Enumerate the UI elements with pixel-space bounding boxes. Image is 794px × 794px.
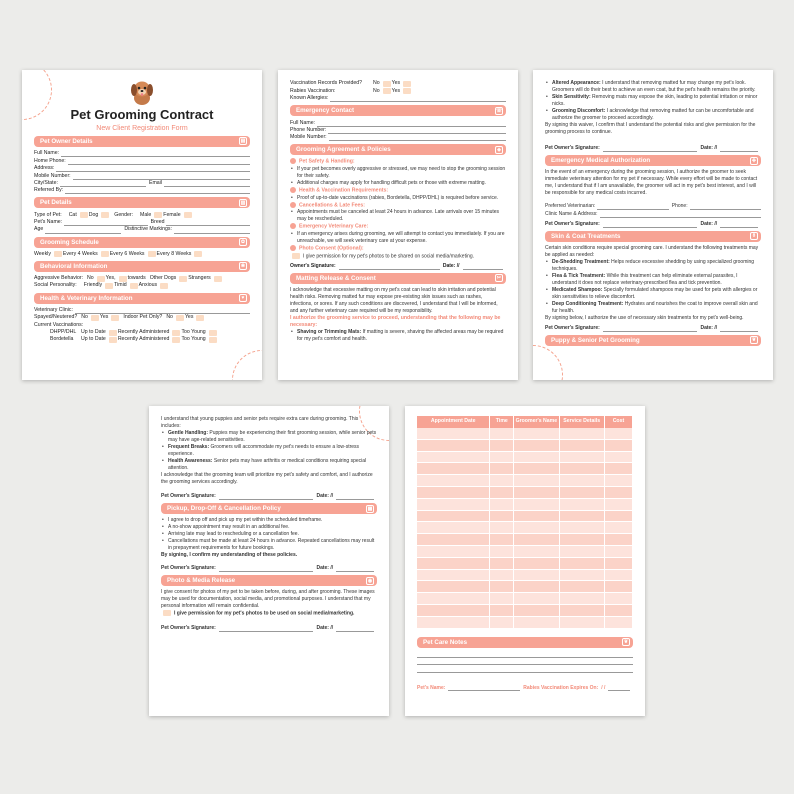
table-row xyxy=(417,511,633,523)
policy-item: • Appointments must be canceled at least 24 hours in advance. Late arrivals over 15 minutes may be rescheduled. xyxy=(290,209,506,223)
skin-intro-text: Certain skin conditions require special grooming care. I understand the following treatments may be applied as needed: xyxy=(545,244,759,258)
matting-item: • Grooming Discomfort: I acknowledge that removing matted fur can be uncomfortable and authorize the groomer to proceed accordingly. xyxy=(545,108,761,122)
schedule-options-row: Weekly Every 4 Weeks Every 6 Weeks Every 8 Weeks xyxy=(34,251,250,258)
photo-permission-row: I give permission for my pet's photos to be used on social media/marketing. xyxy=(161,610,377,617)
notes-line[interactable] xyxy=(417,665,633,672)
mobile-number-field[interactable]: Mobile Number: xyxy=(34,172,250,179)
vaccination-row-bordetella: Bordetella Up to Date Recently Administered Too Young xyxy=(34,336,250,343)
table-row xyxy=(417,452,633,464)
policy-item: • Proof of up-to-date vaccinations (rabies, Bordetella, DHPP/DHL) is required before service. xyxy=(290,195,506,202)
social-personality-row: Social Personality: Friendly Timid Anxious xyxy=(34,282,250,289)
table-cell[interactable] xyxy=(560,605,605,617)
table-cell[interactable] xyxy=(560,487,605,499)
table-cell[interactable] xyxy=(417,487,490,499)
table-cell[interactable] xyxy=(514,534,559,546)
table-cell[interactable] xyxy=(417,617,490,629)
bordetella-too-young-checkbox[interactable] xyxy=(209,337,217,343)
table-row xyxy=(417,617,633,629)
calendar-icon: ▦ xyxy=(367,505,373,512)
section-health-veterinary: Health & Veterinary Information ♥ xyxy=(34,293,250,304)
shield-icon: ◈ xyxy=(495,146,503,154)
table-cell[interactable] xyxy=(560,581,605,593)
matting-text: I acknowledge that excessive matting on my pet's coat can lead to skin irritation and potential health risks. Removing matted fur may expose pre-existing skin issues such as rashes, infections, or sores. If any such conditions are discovered, I understand that I will be informed, and any further veterinary care required will be my responsibility. xyxy=(290,286,498,314)
table-cell[interactable] xyxy=(490,570,514,582)
col-cost: Cost xyxy=(605,416,633,428)
table-cell[interactable] xyxy=(605,522,633,534)
policy-heading-cancellations: Cancellations & Late Fees: xyxy=(290,202,506,210)
camera-icon: ◉ xyxy=(367,577,373,584)
policy-heading-safety: Pet Safety & Handling: xyxy=(290,158,506,166)
table-cell[interactable] xyxy=(514,605,559,617)
step-icon xyxy=(290,223,296,229)
photo-permission-checkbox[interactable] xyxy=(163,610,171,616)
indoor-yes-checkbox[interactable] xyxy=(196,315,204,321)
emergency-full-name-field[interactable]: Full Name: xyxy=(290,119,506,126)
table-cell[interactable] xyxy=(490,487,514,499)
table-cell[interactable] xyxy=(560,522,605,534)
section-behavioral-information: Behavioral Information ❀ xyxy=(34,261,250,272)
photo-release-text: I give consent for photos of my pet to be taken before, during, and after grooming. These images may be used for documentation, social media, and promotional purposes. I understand that my personal information will remain confidential. xyxy=(161,589,375,609)
dhpp-too-young-checkbox[interactable] xyxy=(209,330,217,336)
table-cell[interactable] xyxy=(605,499,633,511)
table-cell[interactable] xyxy=(490,546,514,558)
authorize-text: I authorize the grooming service to proceed, understanding that the following may be necessary: xyxy=(290,314,501,328)
rabies-vaccination-row: Rabies Vaccination: No Yes xyxy=(290,87,506,94)
table-cell[interactable] xyxy=(560,475,605,487)
table-cell[interactable] xyxy=(490,499,514,511)
pet-name-breed-field[interactable]: Pet's Name: Breed xyxy=(34,219,250,226)
decor-dash xyxy=(232,350,262,380)
pickup-item: • A no-show appointment may result in an additional fee. xyxy=(161,524,377,531)
table-cell[interactable] xyxy=(605,605,633,617)
table-cell[interactable] xyxy=(514,440,559,452)
table-row xyxy=(417,534,633,546)
table-row xyxy=(417,593,633,605)
table-cell[interactable] xyxy=(605,452,633,464)
table-cell[interactable] xyxy=(490,428,514,440)
timid-checkbox[interactable] xyxy=(130,283,138,289)
table-row xyxy=(417,522,633,534)
section-emergency-medical: Emergency Medical Authorization ✚ xyxy=(545,155,761,166)
pet-owner-signature-line[interactable]: Pet Owner's Signature: Date: // xyxy=(545,145,761,152)
contract-page-1 xyxy=(22,70,262,380)
pickup-item: • I agree to drop off and pick up my pet within the scheduled timeframe. xyxy=(161,517,377,524)
table-cell[interactable] xyxy=(560,593,605,605)
table-cell[interactable] xyxy=(560,499,605,511)
table-cell[interactable] xyxy=(417,534,490,546)
table-cell[interactable] xyxy=(490,605,514,617)
table-cell[interactable] xyxy=(417,558,490,570)
policy-item: • Additional charges may apply for handling difficult pets or those with extreme matting. xyxy=(290,180,506,187)
col-time: Time xyxy=(490,416,514,428)
owner-signature-line[interactable]: Owner's Signature: Date: // xyxy=(290,263,506,270)
vaccination-row-dhpp: DHPP/DHL Up to Date Recently Administered Too Young xyxy=(34,329,250,336)
notes-line[interactable] xyxy=(417,658,633,665)
section-grooming-schedule: Grooming Schedule ✿ xyxy=(34,237,250,248)
care-item: • Health Awareness: Senior pets may have arthritis or medical conditions requiring special attention. xyxy=(161,458,377,472)
rabies-yes-checkbox[interactable] xyxy=(403,88,411,94)
table-cell[interactable] xyxy=(417,499,490,511)
section-pet-care-notes: Pet Care Notes ❦ xyxy=(417,637,633,648)
emergency-mobile-field[interactable]: Mobile Number: xyxy=(290,134,506,141)
table-cell[interactable] xyxy=(490,511,514,523)
matting-item: • Skin Sensitivity: Removing mats may expose the skin, leading to potential irritation or minor nicks. xyxy=(545,94,761,108)
age-markings-field[interactable]: Age Distinctive Markings: xyxy=(34,226,250,233)
treatment-item: • Medicated Shampoo: Specially formulated shampoos may be used for pets with allergies or skin sensitivities to relieve discomfort. xyxy=(545,287,761,301)
policy-heading-health: Health & Vaccination Requirements: xyxy=(290,187,506,195)
table-cell[interactable] xyxy=(605,570,633,582)
home-phone-field[interactable]: Home Phone: xyxy=(34,157,250,164)
table-cell[interactable] xyxy=(514,487,559,499)
treatment-item: • De-Shedding Treatment: Helps reduce excessive shedding by using specialized grooming techniques. xyxy=(545,259,761,273)
table-cell[interactable] xyxy=(490,463,514,475)
table-cell[interactable] xyxy=(417,570,490,582)
clipboard-icon: ▥ xyxy=(240,199,246,206)
care-item: • Gentle Handling: Puppies may be experiencing their first grooming session, while senior pets may have age-related sensitivities. xyxy=(161,430,377,444)
records-yes-checkbox[interactable] xyxy=(403,81,411,87)
table-cell[interactable] xyxy=(560,558,605,570)
step-icon xyxy=(290,158,296,164)
table-cell[interactable] xyxy=(514,452,559,464)
care-item: • Frequent Breaks: Groomers will accommodate my pet's needs to ensure a low-stress experience. xyxy=(161,444,377,458)
table-cell[interactable] xyxy=(605,581,633,593)
table-cell[interactable] xyxy=(490,522,514,534)
step-icon xyxy=(290,202,296,208)
table-row xyxy=(417,440,633,452)
form-subtitle: New Client Registration Form xyxy=(96,124,188,132)
table-cell[interactable] xyxy=(605,617,633,629)
table-row xyxy=(417,487,633,499)
table-cell[interactable] xyxy=(514,581,559,593)
pet-name-rabies-row[interactable]: Pet's Name: Rabies Vaccination Expires On: / / xyxy=(417,685,633,692)
strangers-checkbox[interactable] xyxy=(214,276,222,282)
contract-page-2 xyxy=(278,70,518,380)
table-cell[interactable] xyxy=(514,522,559,534)
table-cell[interactable] xyxy=(605,487,633,499)
cat-checkbox[interactable] xyxy=(80,212,88,218)
aggressive-behavior-row: Aggressive Behavior: No Yes, towards Other Dogs Strangers xyxy=(34,275,250,282)
table-cell[interactable] xyxy=(560,511,605,523)
section-puppy-senior: Puppy & Senior Pet Grooming ❦ xyxy=(545,335,761,346)
referred-by-field[interactable]: Referred By: xyxy=(34,187,250,194)
table-cell[interactable] xyxy=(490,534,514,546)
col-groomer-name: Groomer's Name xyxy=(514,416,559,428)
address-field[interactable]: Address: xyxy=(34,165,250,172)
indoor-no-checkbox[interactable] xyxy=(176,315,184,321)
aggressive-yes-checkbox[interactable] xyxy=(119,276,127,282)
table-cell[interactable] xyxy=(490,475,514,487)
table-cell[interactable] xyxy=(560,534,605,546)
table-cell[interactable] xyxy=(417,475,490,487)
city-email-field[interactable]: City/State: Email xyxy=(34,180,250,187)
pet-owner-signature-line[interactable]: Pet Owner's Signature: Date: // xyxy=(545,221,761,228)
clinic-address-field[interactable]: Clinic Name & Address: xyxy=(545,210,761,217)
table-cell[interactable] xyxy=(560,440,605,452)
waiver-text: By signing this waiver, I confirm that I understand the potential risks and give permission for the grooming process to continue. xyxy=(545,122,756,135)
puppy-icon xyxy=(127,78,157,106)
every-4-weeks-checkbox[interactable] xyxy=(101,251,109,257)
every-8-weeks-checkbox[interactable] xyxy=(194,251,202,257)
table-row xyxy=(417,463,633,475)
table-cell[interactable] xyxy=(490,452,514,464)
anxious-checkbox[interactable] xyxy=(160,283,168,289)
table-cell[interactable] xyxy=(417,452,490,464)
paw-icon: ✿ xyxy=(240,239,246,245)
table-cell[interactable] xyxy=(605,558,633,570)
every-6-weeks-checkbox[interactable] xyxy=(148,251,156,257)
table-cell[interactable] xyxy=(514,617,559,629)
table-row xyxy=(417,605,633,617)
notes-line[interactable] xyxy=(417,651,633,658)
table-cell[interactable] xyxy=(514,570,559,582)
table-cell[interactable] xyxy=(417,511,490,523)
matting-item: • Altered Appearance: I understand that removing matted fur may change my pet's look. Groomers will do their best to achieve an even coat, but the pet's health remains the priority. xyxy=(545,80,761,94)
confirm-text: By signing, I confirm my understanding of these policies. xyxy=(161,552,298,558)
table-cell[interactable] xyxy=(514,499,559,511)
female-checkbox[interactable] xyxy=(184,212,192,218)
appointment-table xyxy=(417,416,633,629)
policy-heading-photo: Photo Consent (Optional): xyxy=(290,245,506,253)
contract-page-3 xyxy=(533,70,773,380)
policy-item: • If your pet becomes overly aggressive or stressed, we may need to stop the grooming session for their safety. xyxy=(290,166,506,180)
treatment-item: • Flea & Tick Treatment: While this treatment can help eliminate external parasites, I understand it does not replace veterinary-prescribed flea and tick prevention. xyxy=(545,273,761,287)
table-row xyxy=(417,570,633,582)
veterinary-clinic-field[interactable]: Veterinary Clinic: xyxy=(34,307,250,314)
table-cell[interactable] xyxy=(514,558,559,570)
section-grooming-agreement: Grooming Agreement & Policies ◈ xyxy=(290,144,506,155)
dhpp-recent-checkbox[interactable] xyxy=(172,330,180,336)
table-cell[interactable] xyxy=(490,581,514,593)
bordetella-recent-checkbox[interactable] xyxy=(172,337,180,343)
skin-authorize-text: By signing below, I authorize the use of necessary skin treatments for my pet's well-being. xyxy=(545,314,744,321)
table-cell[interactable] xyxy=(560,428,605,440)
pet-owner-signature-line[interactable]: Pet Owner's Signature: Date: // xyxy=(161,493,377,500)
table-row xyxy=(417,428,633,440)
table-row xyxy=(417,581,633,593)
table-cell[interactable] xyxy=(514,546,559,558)
emergency-medical-text: In the event of an emergency during the grooming session, I authorize the groomer to seek immediate veterinary attention for my pet if necessary. While every effort will be made to contact me, I understand that if I am unavailable, the groomer will act in my pet's best interest, and I will be responsible for any medical costs incurred. xyxy=(545,169,758,196)
table-row xyxy=(417,546,633,558)
table-cell[interactable] xyxy=(605,511,633,523)
emergency-phone-field[interactable]: Phone Number: xyxy=(290,127,506,134)
table-cell[interactable] xyxy=(560,570,605,582)
table-row xyxy=(417,558,633,570)
table-cell[interactable] xyxy=(605,475,633,487)
id-card-icon: ▤ xyxy=(240,138,246,145)
appointment-log-page xyxy=(405,406,645,716)
section-skin-coat: Skin & Coat Treatments ⚱ xyxy=(545,231,761,242)
current-vaccinations-label: Current Vaccinations: xyxy=(34,321,84,328)
pickup-item: • Cancellations must be made at least 24 hours in advance. Repeated cancellations may result in prepayment requirements for future bookings. xyxy=(161,538,377,552)
shaving-item: • Shaving or Trimming Mats: If matting is severe, shaving the affected areas may be required for my pet's comfort and health. xyxy=(290,329,506,343)
table-row xyxy=(417,475,633,487)
dhpp-up-to-date-checkbox[interactable] xyxy=(109,330,117,336)
dog-checkbox[interactable] xyxy=(101,212,109,218)
table-cell[interactable] xyxy=(560,617,605,629)
heart-icon: ♥ xyxy=(239,294,247,302)
section-pet-owner-details: Pet Owner Details ▤ xyxy=(34,136,250,147)
phone-icon: ☏ xyxy=(496,107,503,114)
pet-owner-signature-line[interactable]: Pet Owner's Signature: Date: // xyxy=(161,565,377,572)
spayed-indoor-row: Spayed/Neutered? No Yes Indoor Pet Only? No Yes xyxy=(34,314,250,321)
policy-heading-emergency: Emergency Veterinary Care: xyxy=(290,223,506,231)
table-cell[interactable] xyxy=(490,617,514,629)
decor-dash xyxy=(533,345,563,380)
table-row xyxy=(417,499,633,511)
bordetella-up-to-date-checkbox[interactable] xyxy=(109,337,117,343)
rabies-no-checkbox[interactable] xyxy=(383,88,391,94)
section-pickup-dropoff: Pickup, Drop-Off & Cancellation Policy ▦ xyxy=(161,503,377,514)
bottle-icon: ⚱ xyxy=(751,233,757,240)
other-dogs-checkbox[interactable] xyxy=(179,276,187,282)
table-cell[interactable] xyxy=(514,475,559,487)
col-appointment-date: Appointment Date xyxy=(417,416,490,428)
table-cell[interactable] xyxy=(417,522,490,534)
dog-icon: ❦ xyxy=(751,337,757,344)
table-cell[interactable] xyxy=(514,593,559,605)
puppy-intro-text: I understand that young puppies and senior pets require extra care during grooming. This includes: xyxy=(161,416,359,429)
table-cell[interactable] xyxy=(605,428,633,440)
table-cell[interactable] xyxy=(514,428,559,440)
table-cell[interactable] xyxy=(490,558,514,570)
contract-page-4 xyxy=(149,406,389,716)
aggressive-no-checkbox[interactable] xyxy=(97,276,105,282)
medical-icon: ✚ xyxy=(751,157,757,164)
table-cell[interactable] xyxy=(605,534,633,546)
pet-owner-signature-line[interactable]: Pet Owner's Signature: Date: // xyxy=(161,625,377,632)
dog-icon: ❦ xyxy=(623,639,629,646)
pet-owner-signature-line[interactable]: Pet Owner's Signature: Date: // xyxy=(545,325,761,332)
photo-consent-row: I give permission for my pet's photos to be shared on social media/marketing. xyxy=(290,253,506,260)
table-cell[interactable] xyxy=(560,452,605,464)
pet-type-gender-row: Type of Pet: Cat Dog Gender: Male Female xyxy=(34,211,250,218)
table-cell[interactable] xyxy=(490,440,514,452)
table-cell[interactable] xyxy=(560,546,605,558)
section-photo-media: Photo & Media Release ◉ xyxy=(161,575,377,586)
col-service-details: Service Details xyxy=(560,416,605,428)
policy-item: • If an emergency arises during grooming, we will attempt to contact you immediately. If you are unreachable, we will seek veterinary care at your expense. xyxy=(290,231,506,245)
table-cell[interactable] xyxy=(417,593,490,605)
table-cell[interactable] xyxy=(417,546,490,558)
acknowledge-text: I acknowledge that the grooming team will prioritize my pet's safety and comfort, and I authorize the grooming services accordingly. xyxy=(161,472,373,485)
section-pet-details: Pet Details ▥ xyxy=(34,197,250,208)
table-cell[interactable] xyxy=(560,463,605,475)
step-icon xyxy=(290,245,296,251)
table-cell[interactable] xyxy=(490,593,514,605)
spayed-yes-checkbox[interactable] xyxy=(111,315,119,321)
table-cell[interactable] xyxy=(605,463,633,475)
table-cell[interactable] xyxy=(417,581,490,593)
table-cell[interactable] xyxy=(605,546,633,558)
preferred-vet-field[interactable]: Preferred Veterinarian: Phone: xyxy=(545,203,761,210)
table-cell[interactable] xyxy=(417,440,490,452)
table-cell[interactable] xyxy=(605,440,633,452)
spayed-no-checkbox[interactable] xyxy=(91,315,99,321)
treatment-item: • Deep Conditioning Treatment: Hydrates and nourishes the coat to improve overall skin and fur health. xyxy=(545,301,761,315)
table-cell[interactable] xyxy=(417,605,490,617)
photo-consent-checkbox[interactable] xyxy=(292,253,300,259)
male-checkbox[interactable] xyxy=(154,212,162,218)
friendly-checkbox[interactable] xyxy=(105,283,113,289)
table-cell[interactable] xyxy=(514,511,559,523)
form-title: Pet Grooming Contract xyxy=(70,107,214,122)
paw-print-icon: ❀ xyxy=(240,263,246,270)
records-no-checkbox[interactable] xyxy=(383,81,391,87)
table-cell[interactable] xyxy=(417,463,490,475)
vaccination-records-row: Vaccination Records Provided? No Yes xyxy=(290,80,506,87)
full-name-field[interactable]: Full Name: xyxy=(34,150,250,157)
table-cell[interactable] xyxy=(605,593,633,605)
table-cell[interactable] xyxy=(417,428,490,440)
table-cell[interactable] xyxy=(514,463,559,475)
known-allergies-field[interactable]: Known Allergies: xyxy=(290,95,506,102)
weekly-checkbox[interactable] xyxy=(54,251,62,257)
section-matting-release: Matting Release & Consent ✂ xyxy=(290,273,506,284)
pickup-item: • Arriving late may lead to rescheduling or a cancellation fee. xyxy=(161,531,377,538)
section-emergency-contact: Emergency Contact ☏ xyxy=(290,105,506,116)
scissors-icon: ✂ xyxy=(496,275,502,282)
step-icon xyxy=(290,187,296,193)
